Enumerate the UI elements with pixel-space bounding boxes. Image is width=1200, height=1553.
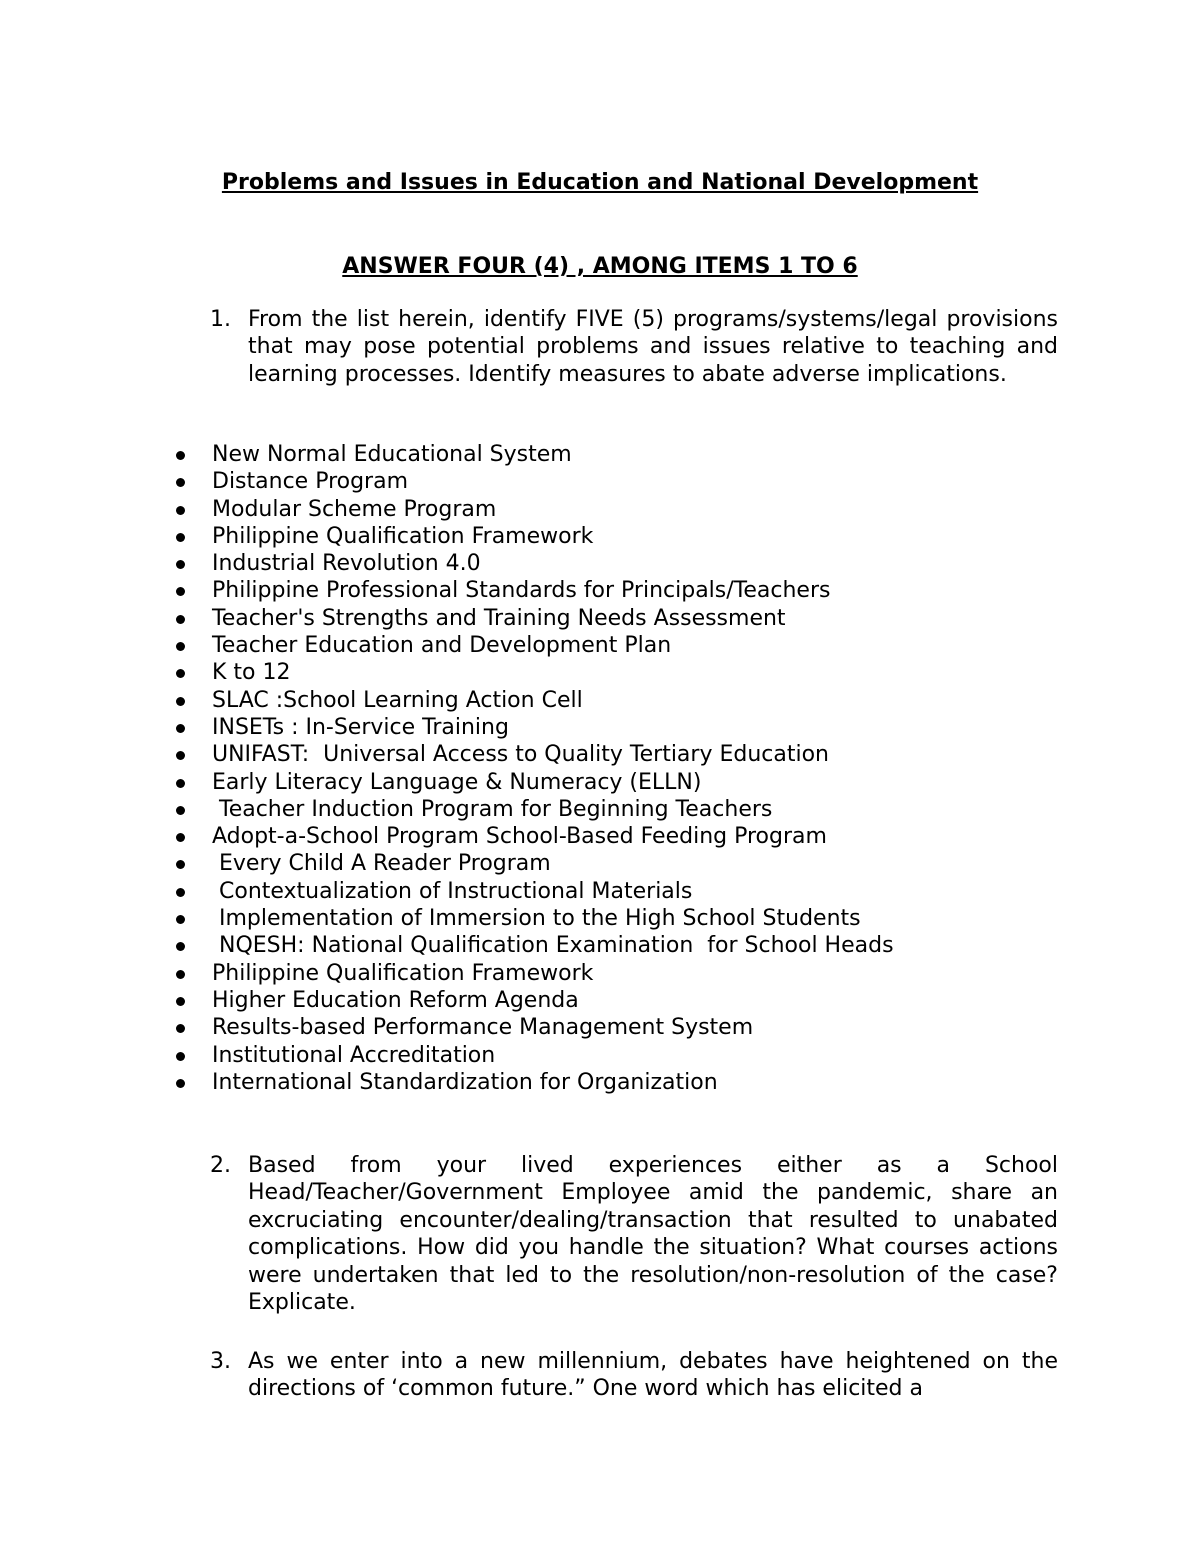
list-item: Teacher Education and Development Plan [0, 632, 1200, 659]
list-item: Teacher Induction Program for Beginning Teachers [0, 796, 1200, 823]
bullet-icon [176, 751, 185, 760]
list-item: Philippine Qualification Framework [0, 960, 1200, 987]
bullet-icon [176, 779, 185, 788]
list-item: Teacher's Strengths and Training Needs Assessment [0, 605, 1200, 632]
list-item: Higher Education Reform Agenda [0, 987, 1200, 1014]
bullet-icon [176, 615, 185, 624]
bullet-icon [176, 942, 185, 951]
list-item: Results-based Performance Management System [0, 1014, 1200, 1041]
bullet-icon [176, 970, 185, 979]
list-item: Distance Program [0, 468, 1200, 495]
list-item: UNIFAST: Universal Access to Quality Tertiary Education [0, 741, 1200, 768]
list-item: Philippine Qualification Framework [0, 523, 1200, 550]
bullet-icon [176, 860, 185, 869]
bullet-icon [176, 478, 185, 487]
bullet-icon [176, 642, 185, 651]
bullet-icon [176, 669, 185, 678]
list-item: Modular Scheme Program [0, 496, 1200, 523]
bullet-icon [176, 587, 185, 596]
bullet-icon [176, 724, 185, 733]
list-item: INSETs : In-Service Training [0, 714, 1200, 741]
question-1 [210, 306, 1058, 388]
program-list [0, 441, 1200, 1096]
bullet-icon [176, 1024, 185, 1033]
list-item: Industrial Revolution 4.0 [0, 550, 1200, 577]
bullet-icon [176, 533, 185, 542]
question-number: 3. [210, 1349, 231, 1374]
list-item: Implementation of Immersion to the High School Students [0, 905, 1200, 932]
list-item: SLAC :School Learning Action Cell [0, 687, 1200, 714]
question-number: 2. [210, 1153, 231, 1178]
bullet-icon [176, 806, 185, 815]
bullet-icon [176, 1079, 185, 1088]
bullet-icon [176, 1052, 185, 1061]
list-item: Adopt-a-School Program School-Based Feeding Program [0, 823, 1200, 850]
bullet-icon [176, 560, 185, 569]
instruction-heading: ANSWER FOUR (4) , AMONG ITEMS 1 TO 6 [342, 254, 858, 279]
question-number: 1. [210, 307, 231, 332]
list-item: K to 12 [0, 659, 1200, 686]
list-item: Contextualization of Instructional Materials [0, 878, 1200, 905]
document-title: Problems and Issues in Education and National Development [221, 170, 979, 195]
list-item: Every Child A Reader Program [0, 850, 1200, 877]
bullet-icon [176, 506, 185, 515]
list-item: Early Literacy Language & Numeracy (ELLN) [0, 769, 1200, 796]
list-item: New Normal Educational System [0, 441, 1200, 468]
question-text: From the list herein, identify FIVE (5) programs/systems/legal provisions that may pose potential problems and issues relative to teaching and learning processes. Identify measures to abate adverse implications. [248, 307, 1058, 387]
question-text: As we enter into a new millennium, debates have heightened on the directions of ‘common future.” One word which has elicited a [248, 1349, 1058, 1402]
question-2 [210, 1152, 1058, 1316]
list-item: Philippine Professional Standards for Principals/Teachers [0, 577, 1200, 604]
list-item: International Standardization for Organization [0, 1069, 1200, 1096]
question-3 [210, 1348, 1058, 1403]
list-item: NQESH: National Qualification Examination for School Heads [0, 932, 1200, 959]
bullet-icon [176, 833, 185, 842]
bullet-icon [176, 997, 185, 1006]
list-item: Institutional Accreditation [0, 1042, 1200, 1069]
bullet-icon [176, 697, 185, 706]
bullet-icon [176, 915, 185, 924]
bullet-icon [176, 451, 185, 460]
question-text: Based from your lived experiences either as a School Head/Teacher/Government Employee amid the pandemic, share an excruciating encounter/dealing/transaction that resulted to unabated complications. How did you handle the situation? What courses actions were undertaken that led to the resolution/non-resolution of the case? Explicate. [248, 1153, 1058, 1316]
bullet-icon [176, 888, 185, 897]
